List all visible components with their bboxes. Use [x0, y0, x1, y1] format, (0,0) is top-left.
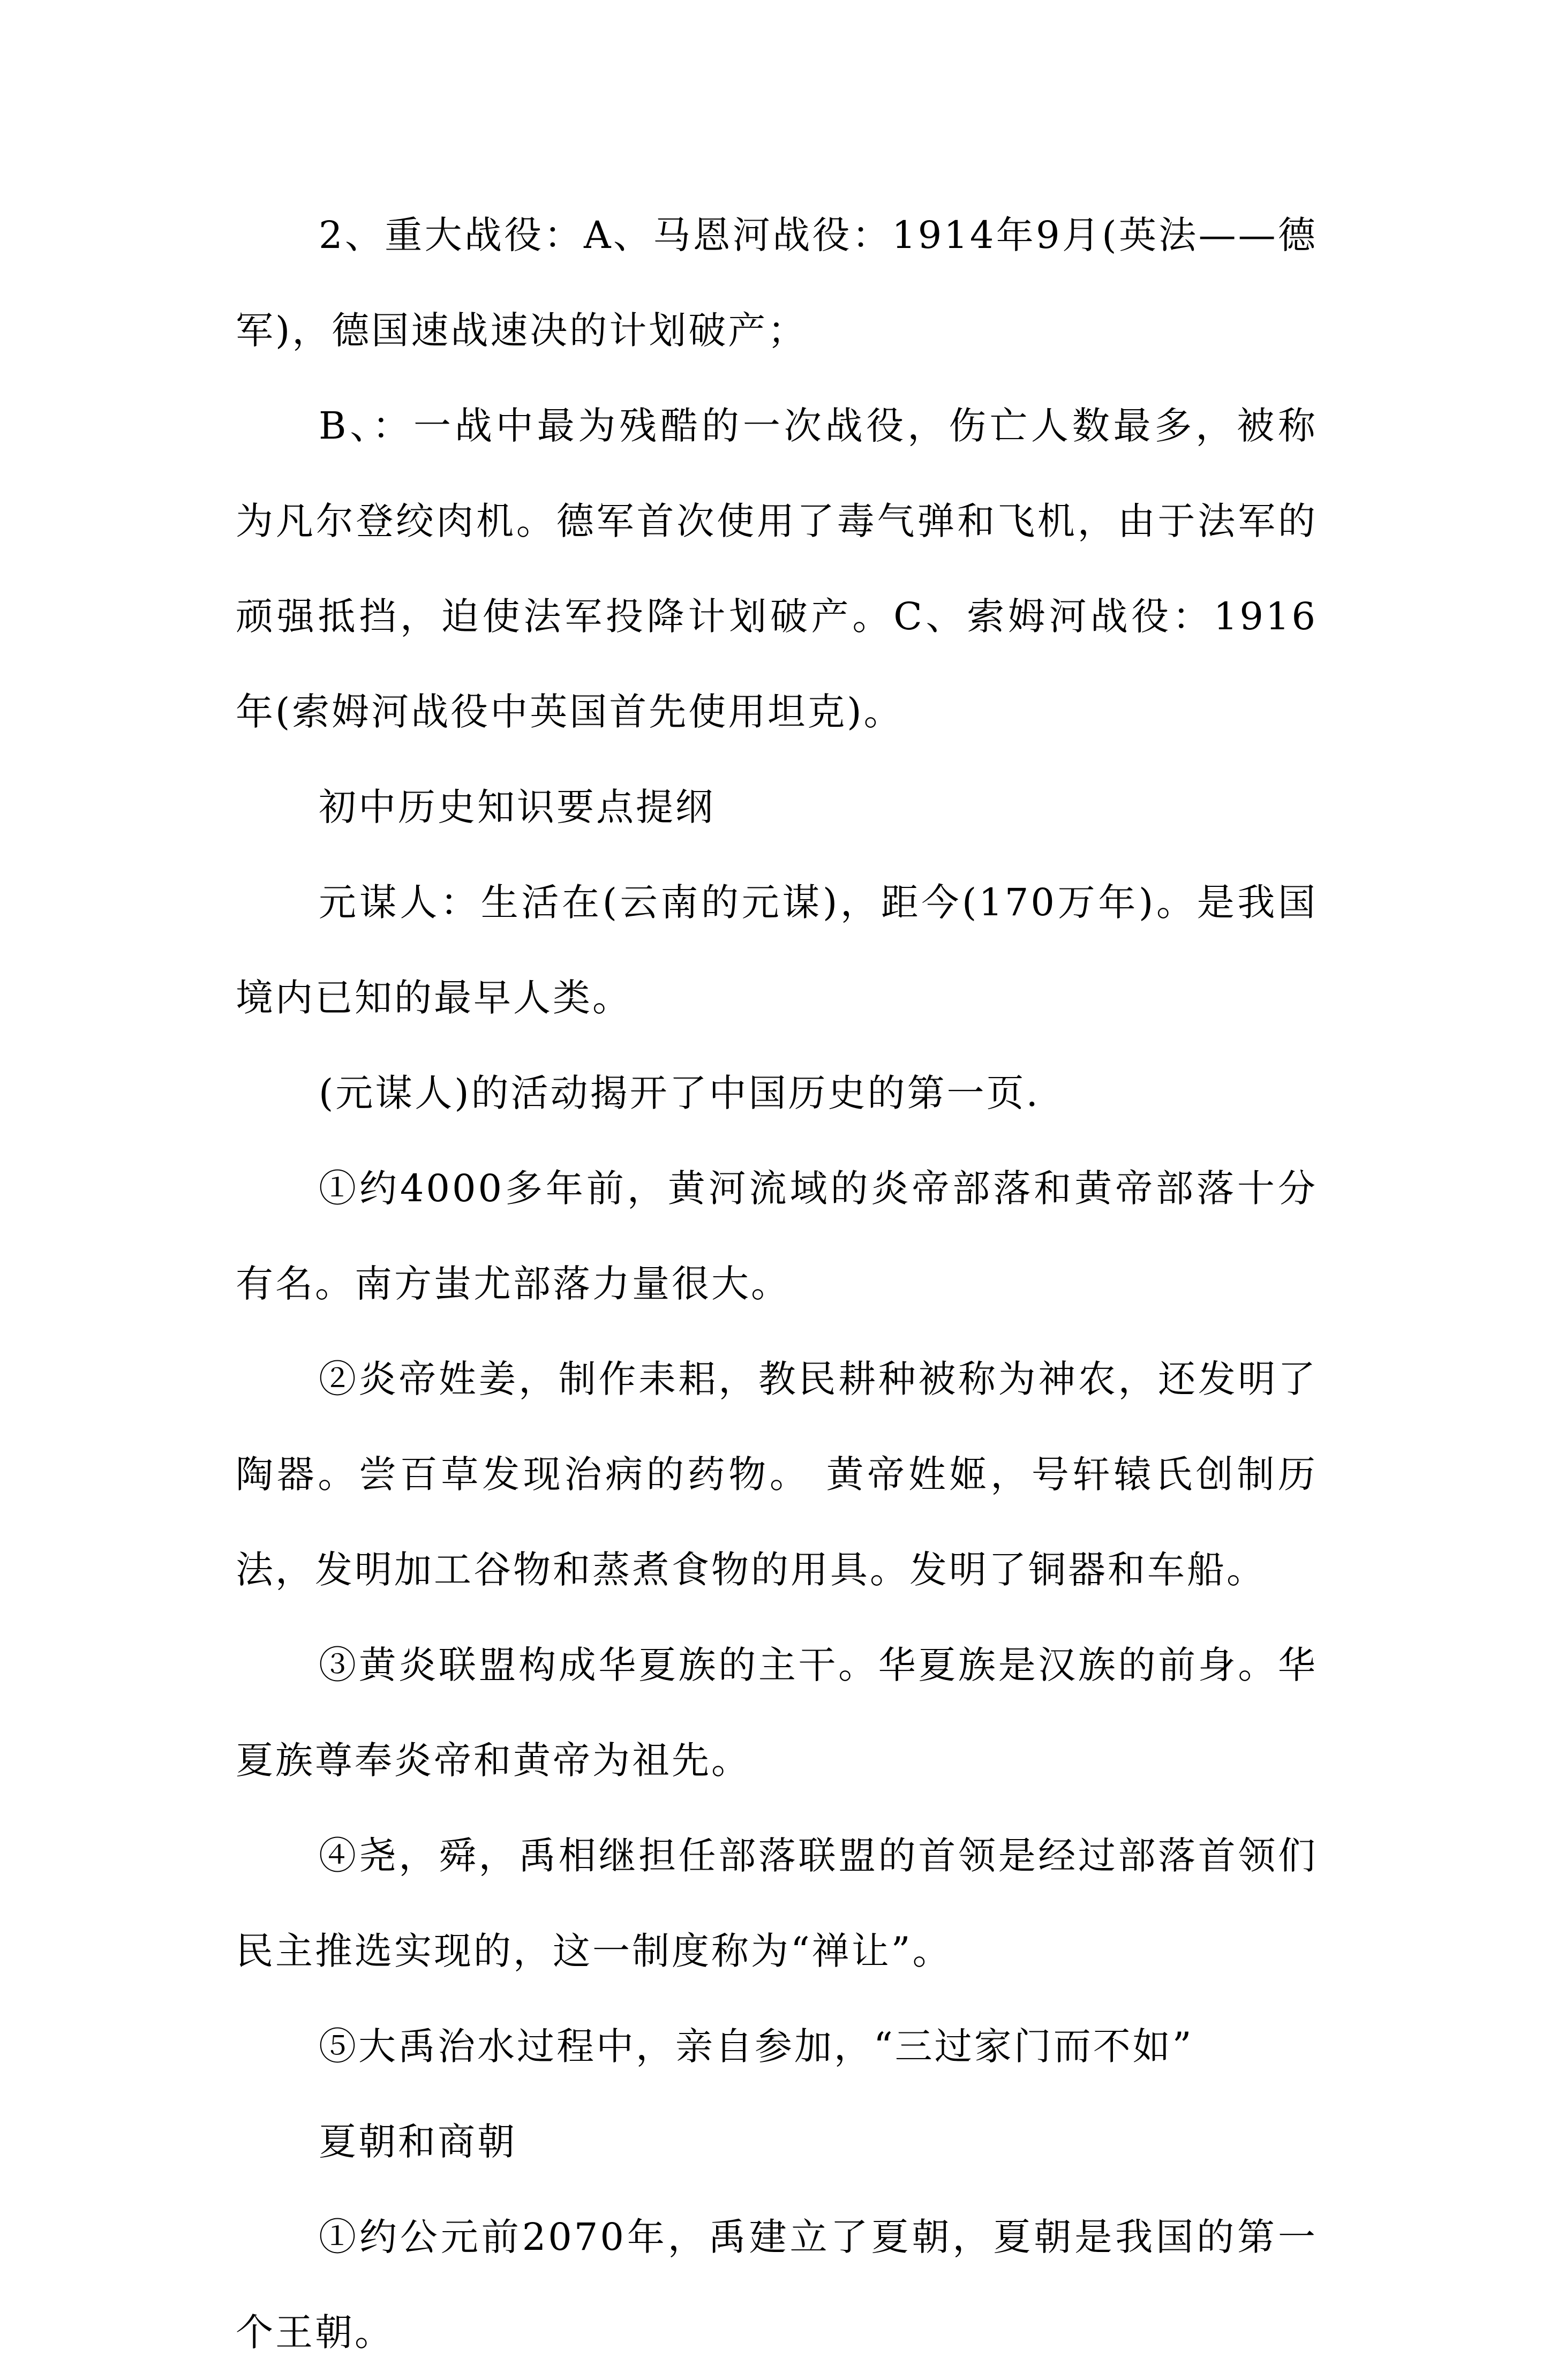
paragraph-yuanmou-man: 元谋人：生活在(云南的元谋)，距今(170万年)。是我国境内已知的最早人类。 — [236, 880, 1318, 1020]
paragraph-item-5: ⑤大禹治水过程中，亲自参加，“三过家门而不如” — [319, 2024, 1194, 2068]
paragraph-item-1: ①约4000多年前，黄河流域的炎帝部落和黄帝部落十分有名。南方蚩尤部落力量很大。 — [236, 1166, 1318, 1306]
body-text — [236, 187, 1318, 2380]
paragraph-first-page: (元谋人)的活动揭开了中国历史的第一页. — [319, 1071, 1040, 1115]
section-heading-outline: 初中历史知识要点提纲 — [319, 785, 715, 829]
paragraph-item-2: ②炎帝姓姜，制作耒耜，教民耕种被称为神农，还发明了陶器。尝百草发现治病的药物。 黄帝姓姬，号轩辕氏创制历法，发明加工谷物和蒸煮食物的用具。发明了铜器和车船。 — [236, 1357, 1318, 1592]
paragraph-item-3: ③黄炎联盟构成华夏族的主干。华夏族是汉族的前身。华夏族尊奉炎帝和黄帝为祖先。 — [236, 1643, 1318, 1782]
section-heading-xia-shang: 夏朝和商朝 — [319, 2120, 517, 2164]
paragraph-item-4: ④尧，舜，禹相继担任部落联盟的首领是经过部落首领们民主推选实现的，这一制度称为“禅让”。 — [236, 1834, 1318, 1973]
paragraph-battles: 2、重大战役：A、马恩河战役：1914年9月(英法——德军)，德国速战速决的计划破产； — [236, 213, 1318, 352]
paragraph-verdun: B、：一战中最为残酷的一次战役，伤亡人数最多，被称为凡尔登绞肉机。德军首次使用了毒气弹和飞机，由于法军的顽强抵挡，迫使法军投降计划破产。C、索姆河战役：1916年(索姆河战役中英国首先使用坦克)。 — [236, 404, 1318, 734]
paragraph-xia-item-1: ①约公元前2070年，禹建立了夏朝，夏朝是我国的第一个王朝。 — [236, 2215, 1318, 2354]
